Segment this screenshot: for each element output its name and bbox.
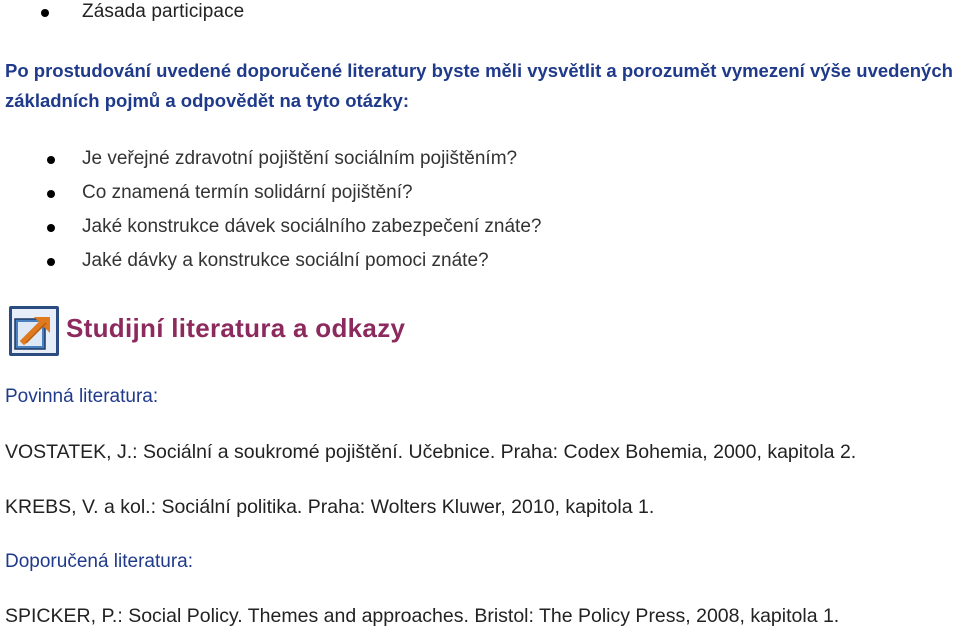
question-item <box>0 147 700 173</box>
question-text: Jaké dávky a konstrukce sociální pomoci znáte? <box>82 250 489 271</box>
recommended-literature-heading: Doporučená literatura: <box>5 551 193 572</box>
bullet-dot <box>41 9 49 17</box>
bullet-dot <box>47 258 55 266</box>
section-title: Studijní literatura a odkazy <box>66 313 406 343</box>
question-item <box>0 181 700 207</box>
citation-item: KREBS, V. a kol.: Sociální politika. Praha: Wolters Kluwer, 2010, kapitola 1. <box>5 496 655 518</box>
bullet-dot <box>47 190 55 198</box>
external-link-icon <box>8 305 60 357</box>
question-text: Co znamená termín solidární pojištění? <box>82 182 413 203</box>
question-text: Jaké konstrukce dávek sociálního zabezpečení znáte? <box>82 216 542 237</box>
top-bullet-item <box>0 0 400 26</box>
question-item <box>0 249 700 275</box>
citation-item: SPICKER, P.: Social Policy. Themes and approaches. Bristol: The Policy Press, 2008, kapitola 1. <box>5 605 840 627</box>
top-bullet-text: Zásada participace <box>82 1 245 22</box>
intro-paragraph: Po prostudování uvedené doporučené literatury byste měli vysvětlit a porozumět vymezení výše uvedených základních pojmů a odpovědět na tyto otázky: <box>5 60 953 111</box>
citation-item: VOSTATEK, J.: Sociální a soukromé pojištění. Učebnice. Praha: Codex Bohemia, 2000, kapitola 2. <box>5 441 857 463</box>
bullet-dot <box>47 156 55 164</box>
required-literature-heading: Povinná literatura: <box>5 386 159 407</box>
question-text: Je veřejné zdravotní pojištění sociálním pojištěním? <box>82 148 518 169</box>
bullet-dot <box>47 224 55 232</box>
question-item <box>0 215 700 241</box>
